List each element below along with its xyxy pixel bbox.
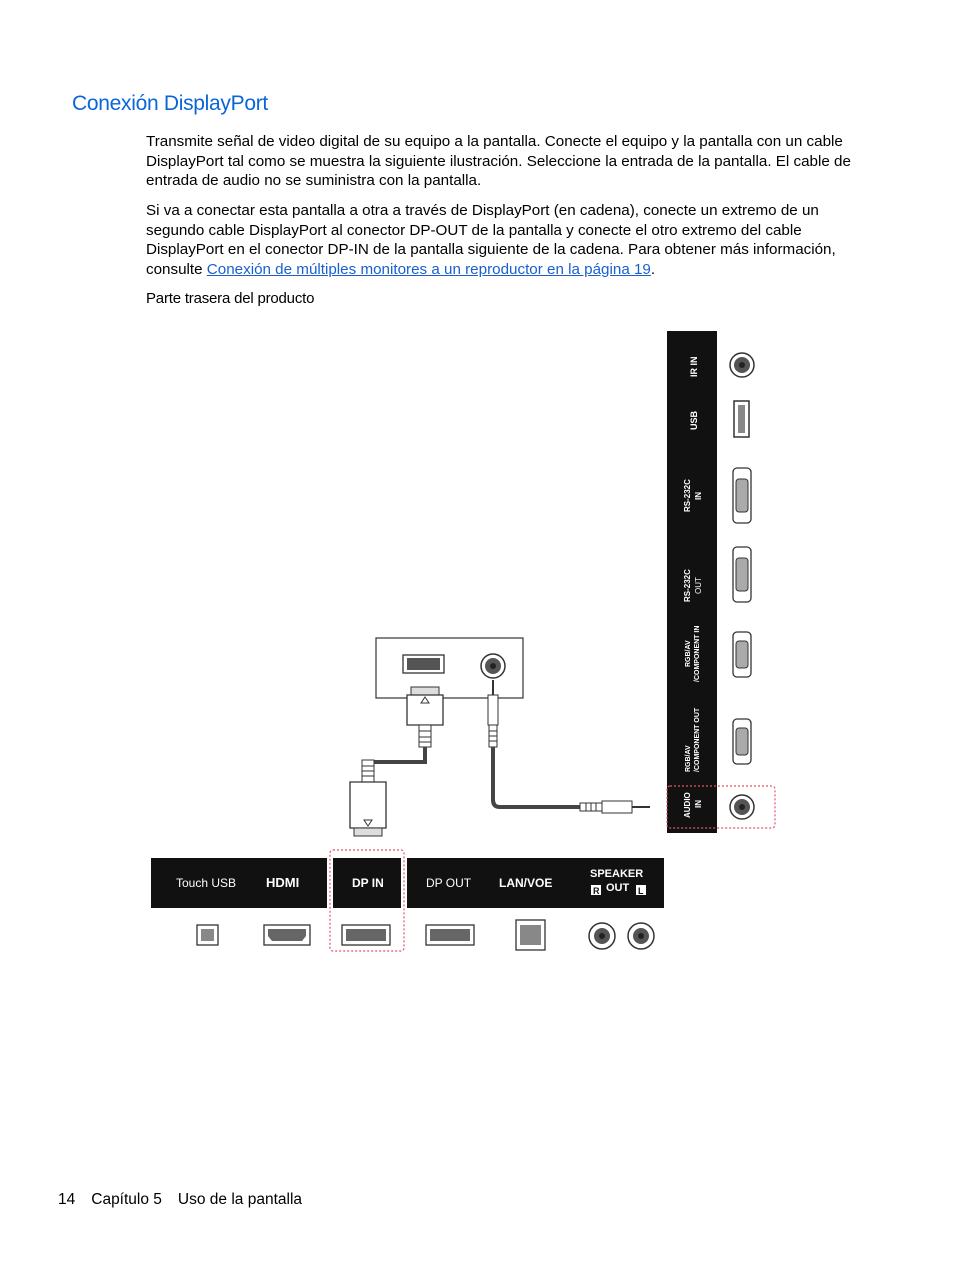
label-ir-in: IR IN <box>689 356 699 377</box>
label-hdmi: HDMI <box>266 875 300 890</box>
audio-cable <box>488 680 650 813</box>
label-rgb-out-1: RGB/AV <box>685 745 692 772</box>
label-rs232c-in-2: IN <box>694 492 703 500</box>
label-l: L <box>638 886 644 896</box>
label-out: OUT <box>606 882 630 894</box>
side-panel <box>667 331 717 833</box>
label-speaker: SPEAKER <box>590 868 644 880</box>
figure-caption: Parte trasera del producto <box>146 290 315 307</box>
page-number: 14 <box>58 1191 76 1208</box>
label-dp-out: DP OUT <box>426 876 472 890</box>
label-rs232c-out-2: OUT <box>694 577 703 594</box>
usb-port-icon <box>734 401 749 437</box>
page-footer <box>58 1191 318 1209</box>
label-dp-in: DP IN <box>352 876 384 890</box>
paragraph-text: Si va a conectar esta pantalla a otra a través de DisplayPort (en cadena), conecte un extremo de un segundo cable DisplayPort al conector DP-OUT de la pantalla y conecte el otro extremo del cable DisplayPort en el conector DP-IN de la pantalla siguiente de la cadena. Para obtener más información, consulte <box>146 202 836 278</box>
label-rs232c-out-1: RS-232C <box>683 569 692 602</box>
paragraph-end: . <box>650 260 656 278</box>
label-r: R <box>593 886 600 896</box>
label-touch-usb: Touch USB <box>176 876 237 890</box>
label-rs232c-in-1: RS-232C <box>683 479 692 512</box>
label-rgb-out-2: /COMPONENT OUT <box>694 707 701 772</box>
intro-paragraph: Transmite señal de video digital de su equipo a la pantalla. Conecte el equipo y la pantalla con un cable DisplayPort tal como se muestra la siguiente ilustración. Seleccione la entrada de la pantalla. El cable de entrada de audio no se suministra con la pantalla. <box>146 133 851 189</box>
rgb-component-in-port-icon <box>733 632 751 677</box>
speaker-out-l-jack-icon <box>628 923 654 949</box>
label-audio-in-2: IN <box>694 800 703 808</box>
dp-out-port-icon <box>426 925 474 945</box>
touch-usb-port-icon <box>197 925 218 945</box>
hdmi-port-icon <box>264 925 310 945</box>
cross-reference-link[interactable]: Conexión de múltiples monitores a un reproductor en la página 19 <box>206 260 651 278</box>
lan-port-icon <box>516 920 545 950</box>
speaker-out-r-jack-icon <box>589 923 615 949</box>
audio-in-jack-icon <box>730 795 754 819</box>
computer-audio-jack-icon <box>481 654 505 678</box>
label-audio-in-1: AUDIO <box>683 792 692 818</box>
label-rgb-in-1: RGB/AV <box>685 640 692 667</box>
dp-in-port-icon <box>342 925 390 945</box>
computer-dp-port-icon <box>403 655 444 673</box>
rs232c-in-port-icon <box>733 468 751 523</box>
rgb-component-out-port-icon <box>733 719 751 764</box>
chapter-title: Uso de la pantalla <box>177 1191 303 1208</box>
section-title: Conexión DisplayPort <box>72 92 268 115</box>
label-usb: USB <box>689 410 699 430</box>
displayport-cable <box>350 687 443 836</box>
label-lan: LAN/VOE <box>499 876 553 890</box>
ir-in-jack-icon <box>730 353 754 377</box>
label-rgb-in-2: /COMPONENT IN <box>694 625 701 682</box>
chapter-label: Capítulo 5 <box>91 1191 162 1208</box>
rs232c-out-port-icon <box>733 547 751 602</box>
